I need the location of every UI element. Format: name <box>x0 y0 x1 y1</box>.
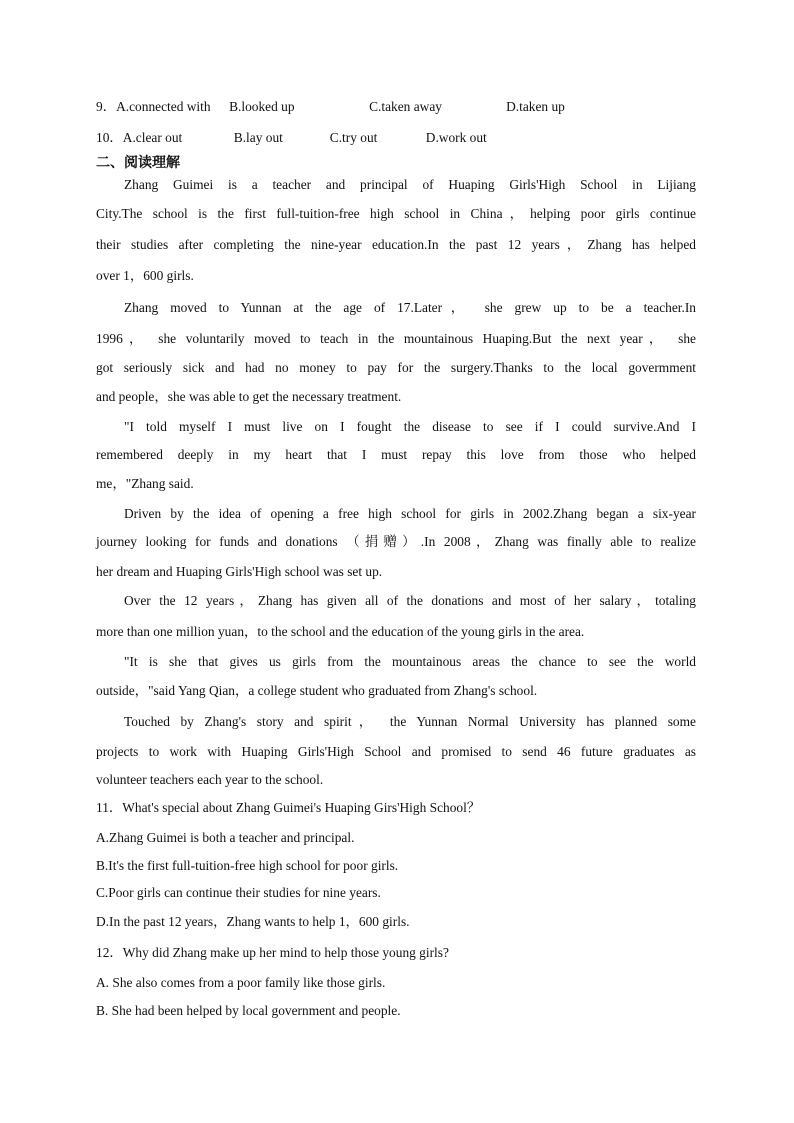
passage-line: Zhang Guimei is a teacher and principal of Huaping Girls'High School in Lijiang <box>124 177 696 192</box>
question-12-stem: 12．Why did Zhang make up her mind to help those young girls? <box>96 945 449 960</box>
question-10-number: 10． <box>96 130 123 145</box>
question-9-option-d: D.taken up <box>506 99 565 114</box>
passage-line: and people，she was able to get the necessary treatment. <box>96 389 402 404</box>
passage-line: Touched by Zhang's story and spirit， the Yunnan Normal University has planned some <box>124 714 696 729</box>
question-9-option-c: C.taken away <box>369 99 442 114</box>
passage-line: outside，"said Yang Qian，a college student who graduated from Zhang's school. <box>96 683 538 698</box>
question-11-option-b: B.It's the first full-tuition-free high school for poor girls. <box>96 858 399 873</box>
passage-line: got seriously sick and had no money to pay for the surgery.Thanks to the local govermment <box>96 360 696 375</box>
passage-line: me，"Zhang said. <box>96 476 194 491</box>
passage-line: "I told myself I must live on I fought the disease to see if I could survive.And I <box>124 419 696 434</box>
passage-line: remembered deeply in my heart that I must repay this love from those who helped <box>96 447 696 462</box>
question-9 <box>96 98 565 116</box>
passage-line: Driven by the idea of opening a free high school for girls in 2002.Zhang began a six-year <box>124 506 696 521</box>
question-12-option-b: B. She had been helped by local government and people. <box>96 1003 401 1018</box>
question-10-option-b: B.lay out <box>233 130 283 145</box>
question-10 <box>96 129 487 147</box>
passage-line: more than one million yuan，to the school and the education of the young girls in the area. <box>96 624 585 639</box>
passage-line: journey looking for funds and donations （捐赠）.In 2008，Zhang was finally able to realize <box>96 534 696 549</box>
passage-line: City.The school is the first full-tuition-free high school in China，helping poor girls continue <box>96 206 696 221</box>
question-9-option-b: B.looked up <box>229 99 295 114</box>
question-10-option-d: D.work out <box>425 130 487 145</box>
question-12-option-a: A. She also comes from a poor family like those girls. <box>96 975 386 990</box>
question-10-option-c: C.try out <box>329 130 378 145</box>
question-9-number: 9． <box>96 99 117 114</box>
passage-line: 1996， she voluntarily moved to teach in the mountainous Huaping.But the next year， she <box>96 331 696 346</box>
passage-line: their studies after completing the nine-year education.In the past 12 years，Zhang has helped <box>96 237 696 252</box>
question-11-option-c: C.Poor girls can continue their studies for nine years. <box>96 885 381 900</box>
question-10-option-a: A.clear out <box>122 130 183 145</box>
passage-line: projects to work with Huaping Girls'High School and promised to send 46 future graduates as <box>96 744 696 759</box>
question-11-stem: 11．What's special about Zhang Guimei's Huaping Girs'High School？ <box>96 800 481 815</box>
passage-line: "It is she that gives us girls from the mountainous areas the chance to see the world <box>124 654 696 669</box>
passage-line: Zhang moved to Yunnan at the age of 17.Later， she grew up to be a teacher.In <box>124 300 696 315</box>
passage-line: Over the 12 years，Zhang has given all of the donations and most of her salary，totaling <box>124 593 696 608</box>
section-heading: 二、阅读理解 <box>96 155 180 171</box>
question-11-option-a: A.Zhang Guimei is both a teacher and principal. <box>96 830 355 845</box>
question-9-option-a: A.connected with <box>116 99 211 114</box>
passage-line: her dream and Huaping Girls'High school was set up. <box>96 564 383 579</box>
question-11-option-d: D.In the past 12 years，Zhang wants to help 1，600 girls. <box>96 914 410 929</box>
passage-line: volunteer teachers each year to the school. <box>96 772 324 787</box>
passage-line: over 1，600 girls. <box>96 268 194 283</box>
